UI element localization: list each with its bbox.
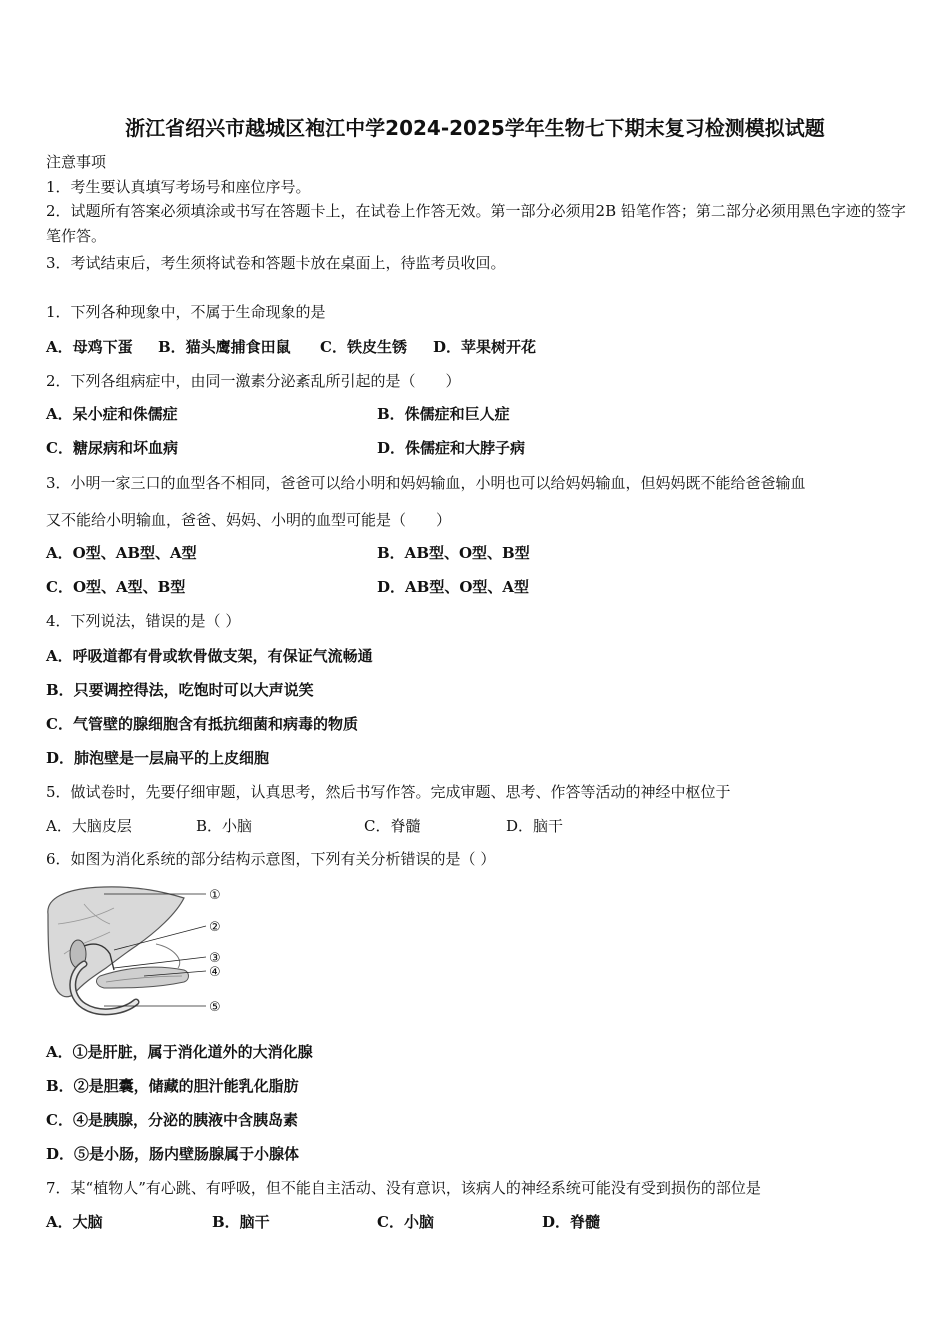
question-4-stem: 4．下列说法，错误的是（ ） [46, 612, 241, 630]
question-6-stem: 6．如图为消化系统的部分结构示意图，下列有关分析错误的是（ ） [46, 850, 496, 868]
q6-option-b[interactable]: B．②是胆囊，储藏的胆汁能乳化脂肪 [46, 1077, 299, 1095]
question-3-stem-cont: 又不能给小明输血，爸爸、妈妈、小明的血型可能是（ ） [46, 511, 452, 529]
q1-option-a[interactable]: A．母鸡下蛋 [46, 338, 133, 356]
q4-option-a[interactable]: A．呼吸道都有骨或软骨做支架，有保证气流畅通 [46, 647, 373, 665]
notice-item-3: 3．考试结束后，考生须将试卷和答题卡放在桌面上，待监考员收回。 [46, 254, 506, 272]
q2-option-b[interactable]: B．侏儒症和巨人症 [377, 405, 510, 423]
q6-option-a[interactable]: A．①是肝脏，属于消化道外的大消化腺 [46, 1043, 313, 1061]
q5-option-c[interactable]: C．脊髓 [364, 817, 421, 835]
figure-label-3: ③ [209, 951, 221, 966]
question-5-stem: 5．做试卷时，先要仔细审题，认真思考，然后书写作答。完成审题、思考、作答等活动的神经中枢位于 [46, 783, 731, 801]
question-7-stem: 7．某“植物人”有心跳、有呼吸，但不能自主活动、没有意识，该病人的神经系统可能没有受到损伤的部位是 [46, 1179, 761, 1197]
q5-option-a[interactable]: A．大脑皮层 [46, 817, 132, 835]
q1-option-d[interactable]: D．苹果树开花 [433, 338, 537, 356]
q7-option-a[interactable]: A．大脑 [46, 1213, 103, 1231]
q3-option-c[interactable]: C．O型、A型、B型 [46, 578, 186, 596]
question-2-stem: 2．下列各组病症中，由同一激素分泌紊乱所引起的是（ ） [46, 372, 461, 390]
q2-option-c[interactable]: C．糖尿病和坏血病 [46, 439, 178, 457]
q3-option-a[interactable]: A．O型、AB型、A型 [46, 544, 197, 562]
q3-option-d[interactable]: D．AB型、O型、A型 [377, 578, 530, 596]
digestive-system-figure [44, 884, 234, 1024]
question-3-stem: 3．小明一家三口的血型各不相同，爸爸可以给小明和妈妈输血，小明也可以给妈妈输血，但妈妈既不能给爸爸输血 [46, 474, 806, 492]
q4-option-c[interactable]: C．气管壁的腺细胞含有抵抗细菌和病毒的物质 [46, 715, 358, 733]
notice-item-1: 1．考生要认真填写考场号和座位序号。 [46, 178, 311, 196]
question-1-stem: 1．下列各种现象中，不属于生命现象的是 [46, 303, 326, 321]
q1-option-b[interactable]: B．猫头鹰捕食田鼠 [158, 338, 291, 356]
q7-option-b[interactable]: B．脑干 [212, 1213, 270, 1231]
q2-option-d[interactable]: D．侏儒症和大脖子病 [377, 439, 526, 457]
figure-label-4: ④ [209, 965, 221, 980]
q6-option-d[interactable]: D．⑤是小肠，肠内壁肠腺属于小腺体 [46, 1145, 300, 1163]
q1-option-c[interactable]: C．铁皮生锈 [320, 338, 407, 356]
notice-item-2: 2．试题所有答案必须填涂或书写在答题卡上，在试卷上作答无效。第一部分必须用2B 铅笔作答；第二部分必须用黑色字迹的签字笔作答。 [46, 202, 906, 245]
q3-option-b[interactable]: B．AB型、O型、B型 [377, 544, 530, 562]
figure-label-2: ② [209, 920, 221, 935]
q5-option-d[interactable]: D．脑干 [506, 817, 564, 835]
q4-option-b[interactable]: B．只要调控得法，吃饱时可以大声说笑 [46, 681, 314, 699]
figure-label-5: ⑤ [209, 1000, 221, 1015]
notice-heading: 注意事项 [46, 153, 107, 171]
q2-option-a[interactable]: A．呆小症和侏儒症 [46, 405, 178, 423]
q5-option-b[interactable]: B．小脑 [196, 817, 253, 835]
figure-label-1: ① [209, 888, 221, 903]
q7-option-c[interactable]: C．小脑 [377, 1213, 434, 1231]
q7-option-d[interactable]: D．脊髓 [542, 1213, 601, 1231]
q4-option-d[interactable]: D．肺泡壁是一层扁平的上皮细胞 [46, 749, 270, 767]
exam-title: 浙江省绍兴市越城区袍江中学2024-2025学年生物七下期末复习检测模拟试题 [125, 116, 825, 140]
q6-option-c[interactable]: C．④是胰腺，分泌的胰液中含胰岛素 [46, 1111, 298, 1129]
